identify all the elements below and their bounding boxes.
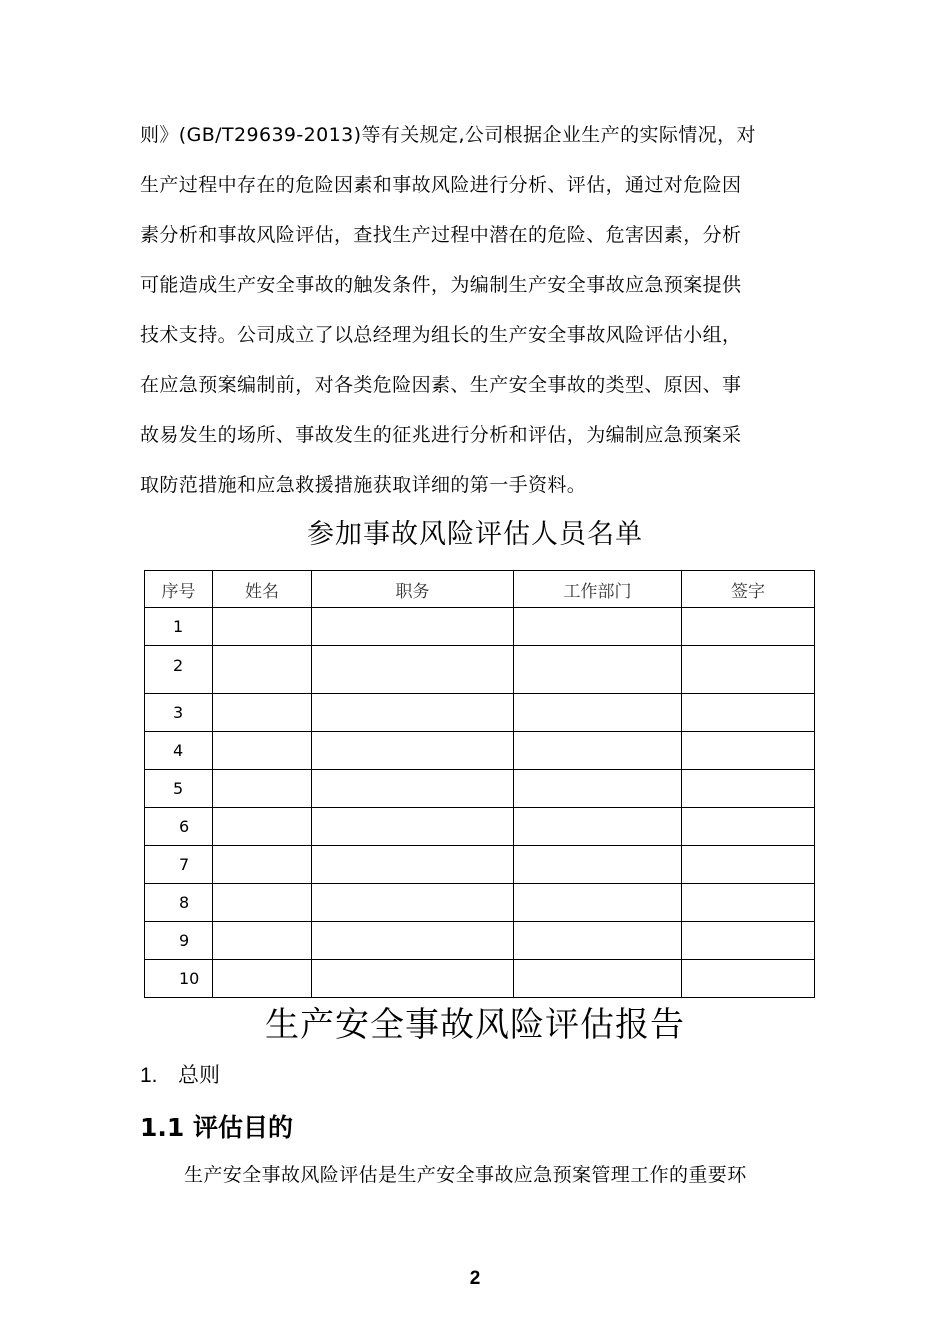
department-cell[interactable] xyxy=(514,732,682,770)
signature-cell[interactable] xyxy=(682,646,815,694)
signature-cell[interactable] xyxy=(682,694,815,732)
header-signature: 签字 xyxy=(682,571,815,608)
table-title: 参加事故风险评估人员名单 xyxy=(307,519,643,550)
name-cell[interactable] xyxy=(213,646,312,694)
position-cell[interactable] xyxy=(312,884,514,922)
seq-cell: 9 xyxy=(145,922,213,960)
name-cell[interactable] xyxy=(213,732,312,770)
name-cell[interactable] xyxy=(213,884,312,922)
signature-cell[interactable] xyxy=(682,608,815,646)
department-cell[interactable] xyxy=(514,694,682,732)
seq-cell: 10 xyxy=(145,960,213,998)
table-row xyxy=(145,922,815,960)
header-name: 姓名 xyxy=(213,571,312,608)
intro-line: 在应急预案编制前，对各类危险因素、生产安全事故的类型、原因、事 xyxy=(140,374,742,396)
position-cell[interactable] xyxy=(312,646,514,694)
seq-cell: 7 xyxy=(145,846,213,884)
position-cell[interactable] xyxy=(312,732,514,770)
name-cell[interactable] xyxy=(213,808,312,846)
department-cell[interactable] xyxy=(514,846,682,884)
signature-cell[interactable] xyxy=(682,922,815,960)
table-row xyxy=(145,960,815,998)
name-cell[interactable] xyxy=(213,960,312,998)
table-row xyxy=(145,884,815,922)
section-title: 总则 xyxy=(178,1063,220,1087)
intro-line: 生产过程中存在的危险因素和事故风险进行分析、评估，通过对危险因 xyxy=(140,174,742,196)
table-row xyxy=(145,770,815,808)
position-cell[interactable] xyxy=(312,770,514,808)
position-cell[interactable] xyxy=(312,808,514,846)
table-header-row xyxy=(145,571,815,608)
intro-line: 取防范措施和应急救援措施获取详细的第一手资料。 xyxy=(140,474,587,496)
position-cell[interactable] xyxy=(312,608,514,646)
seq-cell: 5 xyxy=(145,770,213,808)
position-cell[interactable] xyxy=(312,694,514,732)
section-heading-1-1: 1.1 评估目的 xyxy=(140,1113,293,1142)
section-heading-1 xyxy=(140,1058,220,1093)
report-title: 生产安全事故风险评估报告 xyxy=(265,1005,685,1045)
department-cell[interactable] xyxy=(514,608,682,646)
department-cell[interactable] xyxy=(514,960,682,998)
signature-cell[interactable] xyxy=(682,846,815,884)
table-row xyxy=(145,732,815,770)
department-cell[interactable] xyxy=(514,884,682,922)
body-paragraph: 生产安全事故风险评估是生产安全事故应急预案管理工作的重要环 xyxy=(184,1164,747,1186)
table-row xyxy=(145,694,815,732)
signature-cell[interactable] xyxy=(682,770,815,808)
header-position: 职务 xyxy=(312,571,514,608)
name-cell[interactable] xyxy=(213,770,312,808)
seq-cell: 3 xyxy=(145,694,213,732)
department-cell[interactable] xyxy=(514,922,682,960)
seq-cell: 4 xyxy=(145,732,213,770)
intro-line: 则》(GB/T29639-2013)等有关规定,公司根据企业生产的实际情况，对 xyxy=(140,124,756,146)
department-cell[interactable] xyxy=(514,808,682,846)
position-cell[interactable] xyxy=(312,922,514,960)
intro-paragraph xyxy=(140,118,830,518)
seq-cell: 1 xyxy=(145,608,213,646)
seq-cell: 6 xyxy=(145,808,213,846)
section-number: 1. xyxy=(140,1064,158,1087)
intro-line: 故易发生的场所、事故发生的征兆进行分析和评估，为编制应急预案采 xyxy=(140,424,742,446)
signature-cell[interactable] xyxy=(682,884,815,922)
department-cell[interactable] xyxy=(514,770,682,808)
name-cell[interactable] xyxy=(213,922,312,960)
department-cell[interactable] xyxy=(514,646,682,694)
intro-line: 可能造成生产安全事故的触发条件，为编制生产安全事故应急预案提供 xyxy=(140,274,742,296)
page-number: 2 xyxy=(469,1268,481,1289)
assessment-personnel-table xyxy=(144,570,815,998)
header-department: 工作部门 xyxy=(514,571,682,608)
intro-line: 素分析和事故风险评估，查找生产过程中潜在的危险、危害因素，分析 xyxy=(140,224,742,246)
position-cell[interactable] xyxy=(312,846,514,884)
table-row xyxy=(145,808,815,846)
seq-cell: 2 xyxy=(145,646,213,694)
name-cell[interactable] xyxy=(213,846,312,884)
position-cell[interactable] xyxy=(312,960,514,998)
seq-cell: 8 xyxy=(145,884,213,922)
signature-cell[interactable] xyxy=(682,732,815,770)
table-row xyxy=(145,608,815,646)
signature-cell[interactable] xyxy=(682,960,815,998)
table-row xyxy=(145,846,815,884)
header-seq: 序号 xyxy=(145,571,213,608)
signature-cell[interactable] xyxy=(682,808,815,846)
intro-line: 技术支持。公司成立了以总经理为组长的生产安全事故风险评估小组， xyxy=(140,324,742,346)
name-cell[interactable] xyxy=(213,694,312,732)
table-row xyxy=(145,646,815,694)
name-cell[interactable] xyxy=(213,608,312,646)
